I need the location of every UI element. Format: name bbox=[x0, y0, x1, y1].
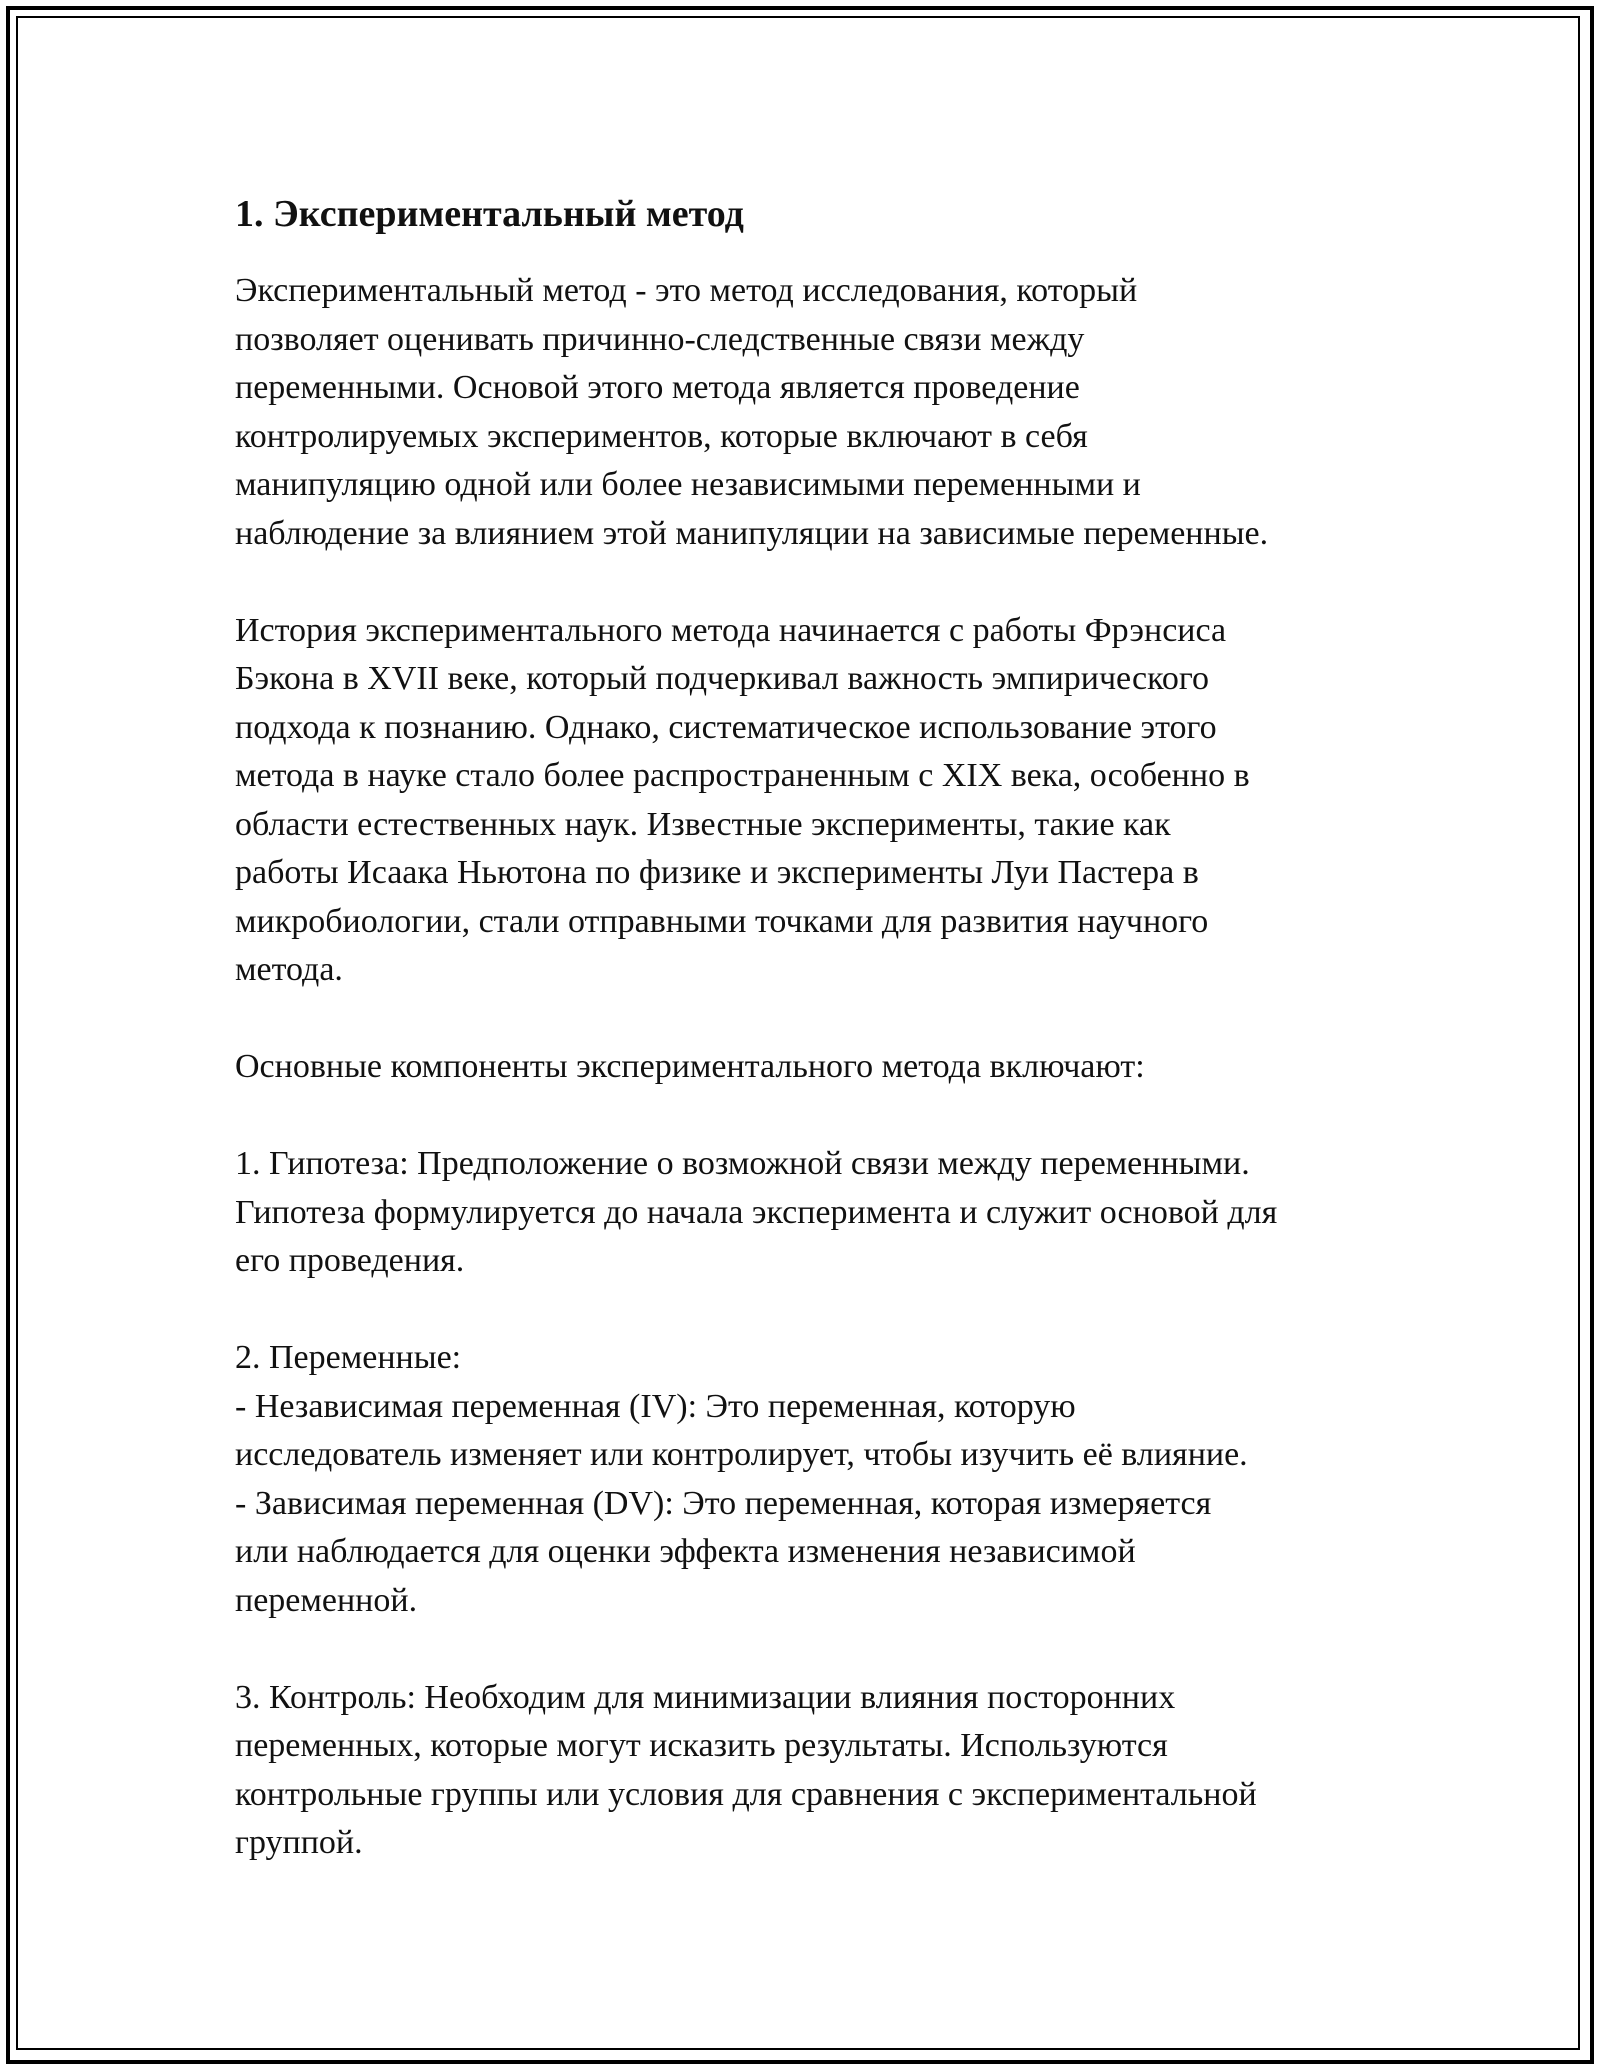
paragraph-spacer bbox=[235, 995, 1395, 1044]
paragraph-definition: Экспериментальный метод - это метод исследования, который позволяет оценивать причинно-следственные связи между переменными. Основой этого метода является проведение контролируемых экспериментов, которые включают в себя манипуляцию одной или более независимыми переменными и наблюдение за влиянием этой манипуляции на зависимые переменные. bbox=[235, 272, 1269, 552]
section-title: 1. Экспериментальный метод bbox=[235, 193, 744, 235]
paragraph-spacer bbox=[235, 558, 1395, 607]
list-item-hypothesis: 1. Гипотеза: Предположение о возможной связи между переменными. Гипотеза формулируется до начала эксперимента и служит основой для его проведения. bbox=[235, 1145, 1278, 1279]
paragraph-components-intro: Основные компоненты экспериментального метода включают: bbox=[235, 1048, 1145, 1085]
paragraph-history: История экспериментального метода начинается с работы Фрэнсиса Бэкона в XVII веке, который подчеркивал важность эмпирического подхода к познанию. Однако, систематическое использование этого метода в науке стало более распространенным с XIX века, особенно в области естественных наук. Известные эксперименты, такие как работы Исаака Ньютона по физике и эксперименты Луи Пастера в микробиологии, стали отправными точками для развития научного метода. bbox=[235, 611, 1250, 988]
paragraph-spacer bbox=[235, 1625, 1395, 1674]
document-page bbox=[235, 185, 1395, 1868]
list-item-variables: 2. Переменные: - Независимая переменная (IV): Это переменная, которую исследователь изменяет или контролирует, чтобы изучить её влияние. - Зависимая переменная (DV): Это переменная, которая измеряется или наблюдается для оценки эффекта изменения независимой переменной. bbox=[235, 1339, 1248, 1619]
list-item-control: 3. Контроль: Необходим для минимизации влияния посторонних переменных, которые могут исказить результаты. Используются контрольные группы или условия для сравнения с экспериментальной группой. bbox=[235, 1678, 1257, 1861]
paragraph-spacer bbox=[235, 1092, 1395, 1141]
paragraph-spacer bbox=[235, 1286, 1395, 1335]
